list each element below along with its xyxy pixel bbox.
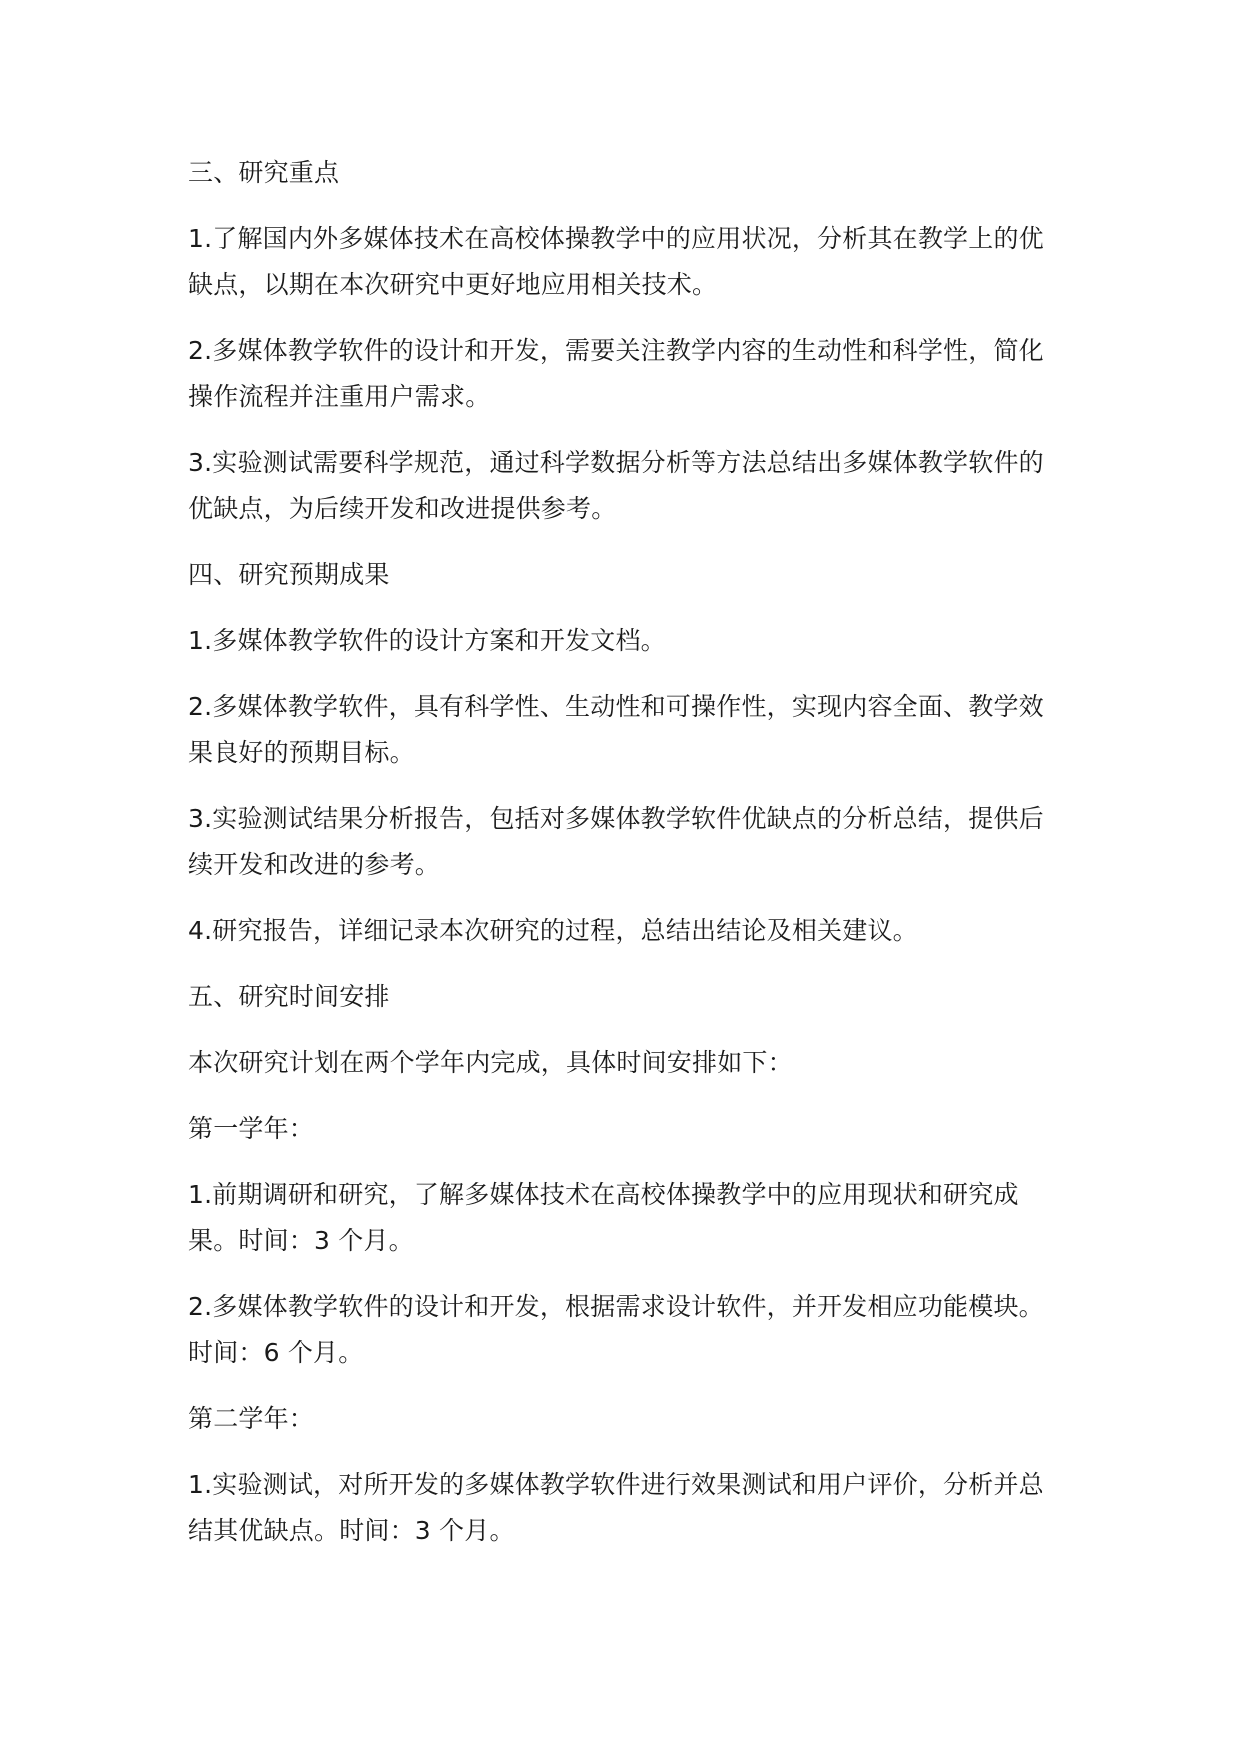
subheading-second-year: 第二学年：: [188, 1404, 315, 1433]
section-heading-schedule: 五、研究时间安排: [188, 982, 390, 1011]
paragraph: 1.实验测试，对所开发的多媒体教学软件进行效果测试和用户评价，分析并总结其优缺点。时间：3 个月。: [188, 1470, 1044, 1545]
paragraph: 1.前期调研和研究，了解多媒体技术在高校体操教学中的应用现状和研究成果。时间：3 个月。: [188, 1180, 1019, 1255]
paragraph: 2.多媒体教学软件，具有科学性、生动性和可操作性，实现内容全面、教学效果良好的预期目标。: [188, 692, 1044, 767]
paragraph: 3.实验测试结果分析报告，包括对多媒体教学软件优缺点的分析总结，提供后续开发和改进的参考。: [188, 804, 1044, 879]
paragraph: 2.多媒体教学软件的设计和开发，需要关注教学内容的生动性和科学性，简化操作流程并注重用户需求。: [188, 336, 1044, 411]
paragraph: 2.多媒体教学软件的设计和开发，根据需求设计软件，并开发相应功能模块。时间：6 个月。: [188, 1292, 1044, 1367]
section-heading-research-focus: 三、研究重点: [188, 158, 340, 187]
subheading-first-year: 第一学年：: [188, 1114, 315, 1143]
paragraph: 本次研究计划在两个学年内完成，具体时间安排如下：: [188, 1048, 793, 1077]
paragraph: 4.研究报告，详细记录本次研究的过程，总结出结论及相关建议。: [188, 916, 918, 945]
paragraph: 3.实验测试需要科学规范，通过科学数据分析等方法总结出多媒体教学软件的优缺点，为后续开发和改进提供参考。: [188, 448, 1044, 523]
section-heading-expected-results: 四、研究预期成果: [188, 560, 390, 589]
paragraph: 1.了解国内外多媒体技术在高校体操教学中的应用状况，分析其在教学上的优缺点，以期在本次研究中更好地应用相关技术。: [188, 224, 1044, 299]
document-body: [188, 150, 1060, 1574]
paragraph: 1.多媒体教学软件的设计方案和开发文档。: [188, 626, 666, 655]
